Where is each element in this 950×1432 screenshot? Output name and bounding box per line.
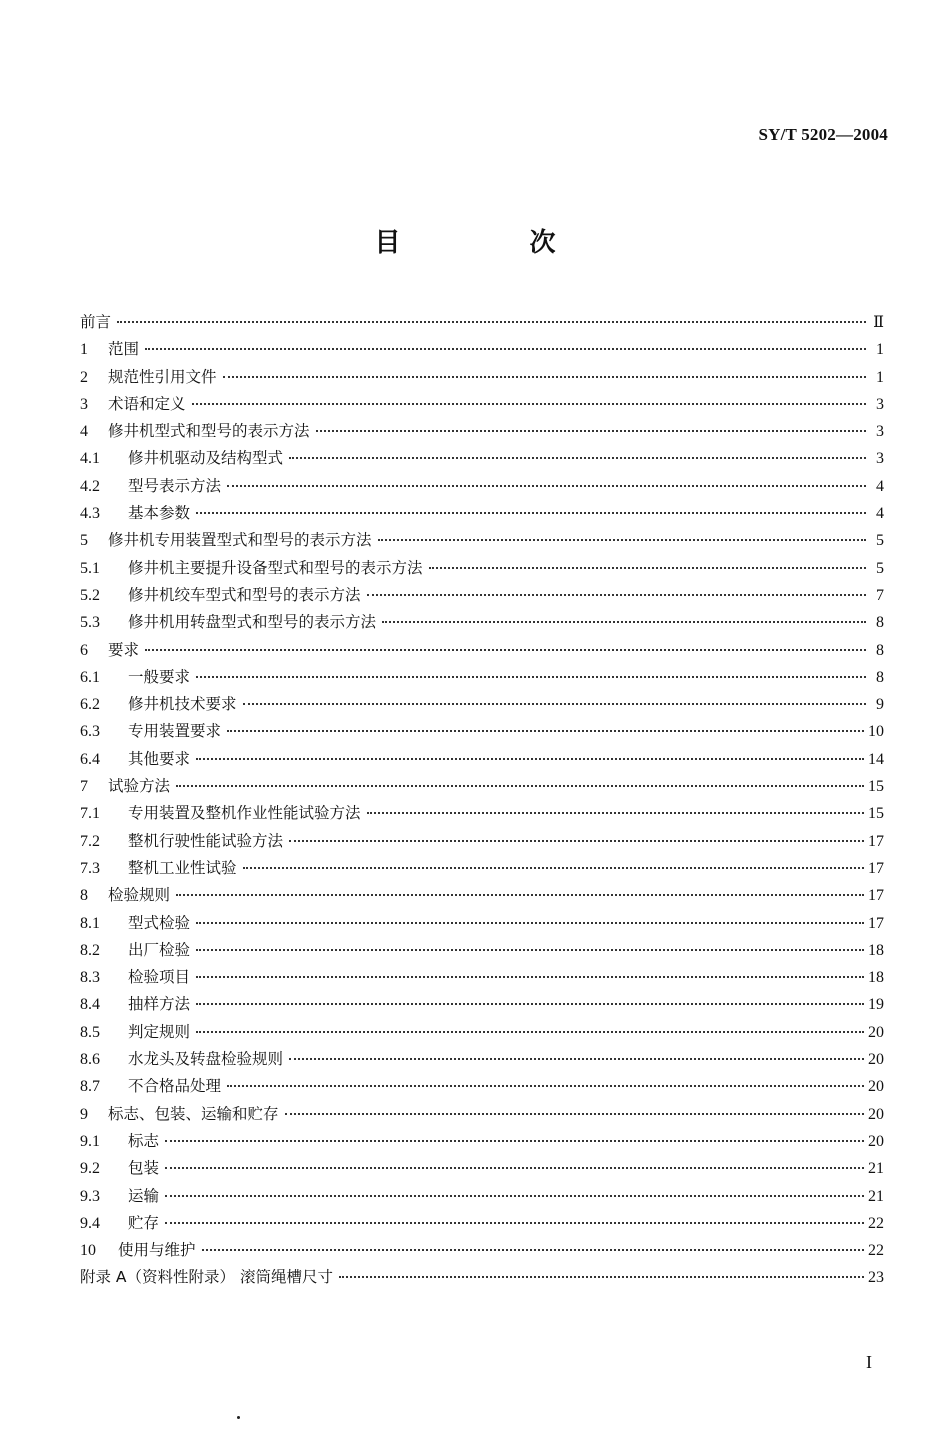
dot-leader xyxy=(289,457,866,459)
toc-entry-title: 整机行驶性能试验方法 xyxy=(128,831,284,850)
toc-entry-title: 包装 xyxy=(128,1159,160,1178)
toc-entry-number: 9 xyxy=(80,1105,88,1123)
toc-entry[interactable] xyxy=(80,718,884,745)
toc-entry-number: 4.3 xyxy=(80,505,100,523)
toc-entry[interactable] xyxy=(80,828,884,855)
table-of-contents xyxy=(80,309,884,1292)
toc-entry[interactable] xyxy=(80,527,884,554)
dot-leader xyxy=(289,1058,864,1060)
toc-entry-page: 8 xyxy=(876,668,884,686)
toc-entry-number: 5 xyxy=(80,532,88,550)
toc-entry-page: 17 xyxy=(868,914,884,932)
toc-entry-page: 7 xyxy=(876,586,884,604)
toc-entry-number: 6.4 xyxy=(80,750,100,768)
dot-leader xyxy=(243,867,864,869)
dot-leader xyxy=(165,1195,864,1197)
toc-entry-title: 修井机驱动及结构型式 xyxy=(128,449,284,468)
toc-entry-page: 22 xyxy=(868,1214,884,1232)
toc-entry[interactable] xyxy=(80,882,884,909)
toc-entry-title: 专用装置要求 xyxy=(128,722,222,741)
toc-entry-page: 10 xyxy=(868,723,884,741)
toc-entry[interactable] xyxy=(80,1128,884,1155)
dot-leader xyxy=(227,1085,864,1087)
toc-entry-page: 8 xyxy=(876,641,884,659)
toc-entry[interactable] xyxy=(80,582,884,609)
toc-entry[interactable] xyxy=(80,664,884,691)
toc-entry-number: 7.2 xyxy=(80,832,100,850)
toc-entry-title: 修井机专用装置型式和型号的表示方法 xyxy=(108,531,372,550)
toc-entry-number: 5.1 xyxy=(80,559,100,577)
toc-entry-page: 5 xyxy=(876,532,884,550)
toc-entry-page: 19 xyxy=(868,996,884,1014)
toc-entry-page: 14 xyxy=(868,750,884,768)
dot-leader xyxy=(339,1276,864,1278)
dot-leader xyxy=(243,703,866,705)
toc-entry-title: 抽样方法 xyxy=(128,995,191,1014)
toc-entry-number: 8 xyxy=(80,887,88,905)
toc-entry-title: 修井机型式和型号的表示方法 xyxy=(108,422,310,441)
toc-entry-page: 4 xyxy=(876,477,884,495)
toc-entry-number: 8.4 xyxy=(80,996,100,1014)
toc-entry-title: 判定规则 xyxy=(128,1022,191,1041)
toc-entry-title: 检验规则 xyxy=(108,886,171,905)
toc-entry-number: 5.2 xyxy=(80,586,100,604)
toc-entry-title: 检验项目 xyxy=(128,968,191,987)
dot-leader xyxy=(196,1031,864,1033)
toc-entry[interactable] xyxy=(80,937,884,964)
toc-entry[interactable] xyxy=(80,1183,884,1210)
toc-entry-page: 20 xyxy=(868,1132,884,1150)
toc-entry-title: 附录 A（资料性附录） 滚筒绳槽尺寸 xyxy=(80,1268,333,1287)
toc-entry-page: 17 xyxy=(868,832,884,850)
dot-leader xyxy=(202,1249,864,1251)
toc-entry[interactable] xyxy=(80,609,884,636)
dot-leader xyxy=(196,512,866,514)
toc-entry-page: 20 xyxy=(868,1051,884,1069)
toc-entry[interactable] xyxy=(80,855,884,882)
toc-entry-page: Ⅱ xyxy=(873,314,884,331)
page-title: 目 次 xyxy=(374,228,616,258)
dot-leader xyxy=(165,1140,864,1142)
toc-entry-title: 要求 xyxy=(108,640,140,659)
dot-leader xyxy=(165,1167,864,1169)
toc-entry-page: 17 xyxy=(868,887,884,905)
toc-entry-title: 标志、包装、运输和贮存 xyxy=(108,1104,279,1123)
toc-entry-page: 20 xyxy=(868,1078,884,1096)
toc-entry[interactable] xyxy=(80,364,884,391)
toc-entry-page: 3 xyxy=(876,395,884,413)
toc-entry-number: 4.1 xyxy=(80,450,100,468)
toc-entry[interactable] xyxy=(80,800,884,827)
toc-entry-title: 修井机技术要求 xyxy=(128,695,237,714)
toc-entry-page: 9 xyxy=(876,696,884,714)
toc-entry-page: 3 xyxy=(876,450,884,468)
toc-entry-title: 修井机主要提升设备型式和型号的表示方法 xyxy=(128,558,423,577)
dot-leader xyxy=(429,567,866,569)
toc-entry-number: 9.1 xyxy=(80,1132,100,1150)
dot-leader xyxy=(117,321,866,323)
toc-entry-number: 8.1 xyxy=(80,914,100,932)
toc-entry[interactable] xyxy=(80,637,884,664)
toc-entry-page: 5 xyxy=(876,559,884,577)
toc-entry[interactable] xyxy=(80,445,884,472)
toc-entry-page: 8 xyxy=(876,614,884,632)
toc-entry-title: 贮存 xyxy=(128,1213,160,1232)
toc-entry[interactable] xyxy=(80,555,884,582)
toc-entry[interactable] xyxy=(80,991,884,1018)
dot-leader xyxy=(145,649,866,651)
toc-entry[interactable] xyxy=(80,964,884,991)
dot-leader xyxy=(176,894,864,896)
toc-entry-title: 术语和定义 xyxy=(108,394,186,413)
dot-leader xyxy=(223,376,866,378)
toc-entry-number: 7 xyxy=(80,778,88,796)
toc-entry-page: 21 xyxy=(868,1160,884,1178)
dot-leader xyxy=(176,785,864,787)
toc-entry[interactable] xyxy=(80,1101,884,1128)
toc-entry[interactable] xyxy=(80,691,884,718)
toc-entry-number: 6.1 xyxy=(80,668,100,686)
toc-entry-number: 8.6 xyxy=(80,1051,100,1069)
toc-entry[interactable] xyxy=(80,1019,884,1046)
toc-entry-number: 2 xyxy=(80,368,88,386)
toc-entry-number: 8.5 xyxy=(80,1023,100,1041)
toc-entry[interactable] xyxy=(80,1264,884,1291)
toc-entry-number: 8.3 xyxy=(80,969,100,987)
toc-entry-title: 范围 xyxy=(108,340,140,359)
toc-entry[interactable] xyxy=(80,473,884,500)
toc-entry-title: 标志 xyxy=(128,1131,160,1150)
toc-entry-title: 试验方法 xyxy=(108,777,171,796)
toc-entry[interactable] xyxy=(80,1237,884,1264)
toc-entry-title: 其他要求 xyxy=(128,749,191,768)
toc-entry-title: 水龙头及转盘检验规则 xyxy=(128,1050,284,1069)
toc-entry-number: 7.1 xyxy=(80,805,100,823)
dot-leader xyxy=(378,539,866,541)
toc-entry-number: 10 xyxy=(80,1242,96,1260)
dot-leader xyxy=(289,840,864,842)
dot-leader xyxy=(316,430,866,432)
standard-code: SY/T 5202—2004 xyxy=(758,125,888,144)
toc-entry-title: 修井机用转盘型式和型号的表示方法 xyxy=(128,613,377,632)
scan-speck xyxy=(237,1416,240,1419)
toc-entry-page: 15 xyxy=(868,778,884,796)
toc-entry[interactable] xyxy=(80,309,884,336)
toc-entry-page: 4 xyxy=(876,505,884,523)
toc-entry-number: 8.2 xyxy=(80,941,100,959)
dot-leader xyxy=(196,676,866,678)
toc-entry[interactable] xyxy=(80,1046,884,1073)
dot-leader xyxy=(196,976,864,978)
toc-entry-page: 1 xyxy=(876,368,884,386)
toc-entry-page: 23 xyxy=(868,1269,884,1287)
toc-entry[interactable] xyxy=(80,773,884,800)
toc-entry-page: 18 xyxy=(868,969,884,987)
toc-entry-title: 不合格品处理 xyxy=(128,1077,222,1096)
toc-entry-title: 出厂检验 xyxy=(128,940,191,959)
toc-entry-page: 1 xyxy=(876,341,884,359)
dot-leader xyxy=(227,730,864,732)
toc-entry[interactable] xyxy=(80,910,884,937)
toc-entry-number: 7.3 xyxy=(80,859,100,877)
toc-entry[interactable] xyxy=(80,418,884,445)
toc-entry-number: 5.3 xyxy=(80,614,100,632)
toc-entry-number: 9.2 xyxy=(80,1160,100,1178)
dot-leader xyxy=(165,1222,864,1224)
page-number: I xyxy=(866,1352,872,1372)
toc-entry-number: 6 xyxy=(80,641,88,659)
toc-entry-title: 基本参数 xyxy=(128,504,191,523)
toc-entry-number: 4.2 xyxy=(80,477,100,495)
toc-entry[interactable] xyxy=(80,1210,884,1237)
toc-entry-number: 6.2 xyxy=(80,696,100,714)
toc-entry-title: 一般要求 xyxy=(128,667,191,686)
toc-entry-number: 9.3 xyxy=(80,1187,100,1205)
toc-entry-number: 4 xyxy=(80,423,88,441)
dot-leader xyxy=(196,949,864,951)
toc-entry-number: 1 xyxy=(80,341,88,359)
toc-entry-number: 8.7 xyxy=(80,1078,100,1096)
toc-entry-page: 21 xyxy=(868,1187,884,1205)
toc-entry-page: 17 xyxy=(868,859,884,877)
toc-entry-title: 型式检验 xyxy=(128,913,191,932)
toc-entry[interactable] xyxy=(80,746,884,773)
toc-entry-title: 专用装置及整机作业性能试验方法 xyxy=(128,804,361,823)
dot-leader xyxy=(196,1003,864,1005)
toc-entry[interactable] xyxy=(80,500,884,527)
toc-entry-title: 规范性引用文件 xyxy=(108,367,217,386)
dot-leader xyxy=(382,621,866,623)
dot-leader xyxy=(196,758,864,760)
dot-leader xyxy=(145,348,866,350)
toc-entry-page: 3 xyxy=(876,423,884,441)
toc-entry[interactable] xyxy=(80,391,884,418)
toc-entry[interactable] xyxy=(80,1073,884,1100)
toc-entry[interactable] xyxy=(80,1155,884,1182)
toc-entry-title: 型号表示方法 xyxy=(128,476,222,495)
toc-entry-title: 使用与维护 xyxy=(118,1241,196,1260)
dot-leader xyxy=(285,1113,864,1115)
dot-leader xyxy=(192,403,866,405)
toc-entry-page: 22 xyxy=(868,1242,884,1260)
toc-entry-page: 15 xyxy=(868,805,884,823)
toc-entry-title: 运输 xyxy=(128,1186,160,1205)
toc-entry-title: 修井机绞车型式和型号的表示方法 xyxy=(128,585,361,604)
dot-leader xyxy=(367,594,866,596)
toc-entry-page: 18 xyxy=(868,941,884,959)
toc-entry[interactable] xyxy=(80,336,884,363)
toc-entry-number: 3 xyxy=(80,395,88,413)
toc-entry-page: 20 xyxy=(868,1023,884,1041)
toc-entry-number: 9.4 xyxy=(80,1214,100,1232)
toc-entry-page: 20 xyxy=(868,1105,884,1123)
dot-leader xyxy=(196,922,864,924)
toc-entry-title: 前言 xyxy=(80,313,112,331)
dot-leader xyxy=(227,485,866,487)
toc-entry-title: 整机工业性试验 xyxy=(128,858,237,877)
dot-leader xyxy=(367,812,864,814)
toc-entry-number: 6.3 xyxy=(80,723,100,741)
